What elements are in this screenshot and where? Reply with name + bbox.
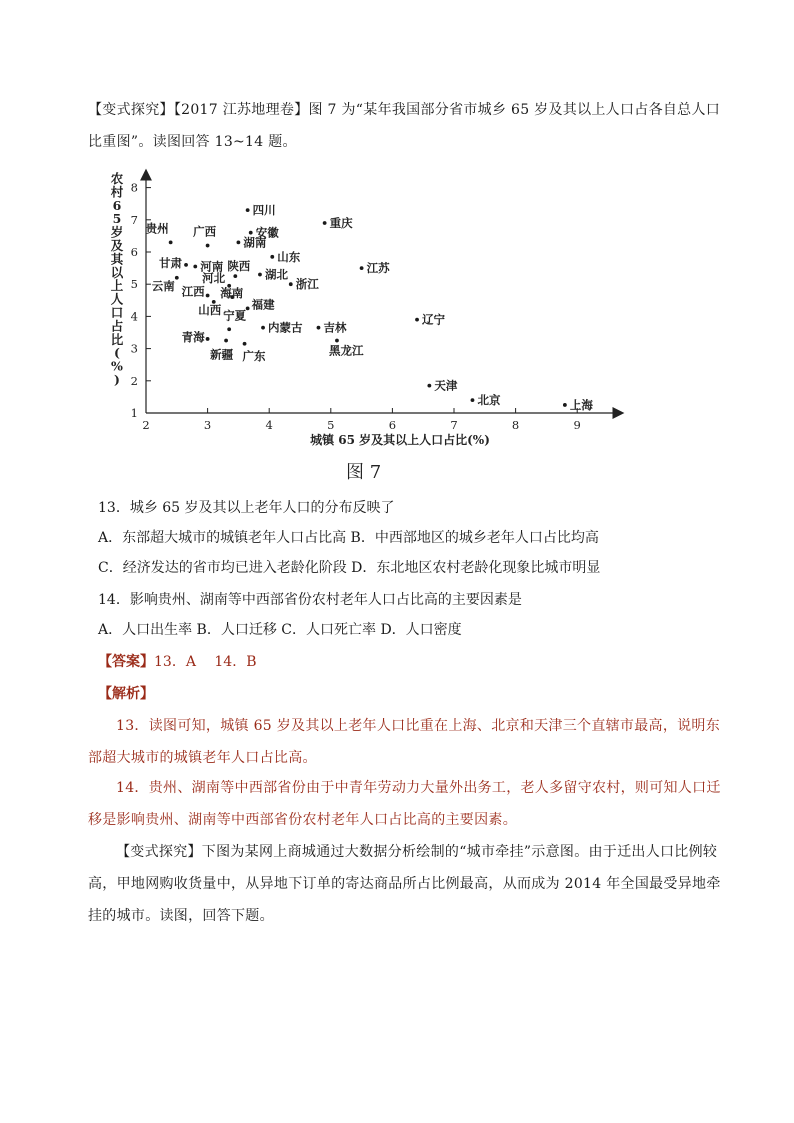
point-label: 宁夏 [223,308,247,323]
x-tick-label: 8 [511,418,520,432]
scatter-point [175,276,179,280]
point-label: 黑龙江 [328,343,364,358]
scatter-point [224,339,228,343]
point-label: 河南 [200,259,224,274]
scatter-point [415,318,419,322]
point-label: 青海 [181,329,205,344]
scatter-point [206,244,210,248]
point-label: 海南 [220,286,244,301]
figure-caption: 图 7 [346,462,382,483]
point-label: 江西 [181,284,205,299]
point-label: 内蒙古 [268,320,303,335]
q13-stem: 13．城乡 65 岁及其以上老年人口的分布反映了 [98,500,395,516]
point-label: 广东 [242,348,266,363]
y-tick-label: 3 [130,341,138,356]
point-label: 福建 [251,297,275,312]
scatter-point [249,231,253,235]
point-label: 天津 [434,378,458,393]
scatter-point [246,306,250,310]
point-label: 云南 [151,278,175,293]
q13-options-cd: C．经济发达的省市均已进入老龄化阶段 D．东北地区农村老龄化现象比城市明显 [98,560,601,576]
scatter-point [169,240,173,244]
x-tick-label: 6 [388,418,397,432]
point-label: 上海 [569,397,593,412]
y-tick-label: 1 [130,406,138,420]
intro-source: 【2017 江苏地理卷】 [173,102,309,118]
y-axis-label: 农村 6 5 岁及其以上人口占比( % ) [110,171,124,387]
intro-tag: 【变式探究】 [88,102,174,118]
intro-text: 图 7 为“某年我国部分省市城乡 65 岁及其以上人口占各自总人口比重图”。读图回答 13~14 题。 [88,102,721,150]
next-exercise-paragraph: 【变式探究】下图为某网上商城通过大数据分析绘制的“城市牵挂”示意图。由于迁出人口比例较高，甲地网购收货量中，从异地下订单的寄达商品所占比例最高，从而成为 2014 年全国最受异地牵挂的城市。读图，回答下题。 [88,844,721,924]
point-label: 浙江 [295,277,319,292]
scatter-point [427,384,431,388]
intro-paragraph [88,94,728,158]
scatter-point [360,266,364,270]
scatter-point [289,282,293,286]
answer-text: 13．A 14．B [154,654,257,670]
scatter-point [237,240,241,244]
y-tick-label: 7 [130,212,138,227]
point-label: 陕西 [227,259,251,274]
point-label: 湖北 [264,267,288,282]
x-tick-label: 9 [573,418,581,432]
x-tick-label: 4 [265,418,273,432]
x-tick-label: 2 [142,418,150,432]
point-label: 广西 [193,224,217,239]
answer-line [98,652,256,672]
point-label: 吉林 [323,320,347,335]
scatter-point [270,255,274,259]
point-label: 河北 [202,270,226,285]
y-tick-label: 2 [130,373,138,388]
x-tick-label: 7 [450,418,458,432]
scatter-point [471,398,475,402]
point-label: 辽宁 [422,312,446,327]
scatter-point [246,208,250,212]
scatter-point [563,403,567,407]
point-label: 四川 [252,203,276,218]
analysis-14: 14．贵州、湖南等中西部省份由于中青年劳动力大量外出务工，老人多留守农村，则可知人口迁移是影响贵州、湖南等中西部省份农村老年人口占比高的主要因素。 [88,780,721,828]
scatter-chart [100,165,630,453]
q14-stem: 14．影响贵州、湖南等中西部省份农村老年人口占比高的主要因素是 [98,592,522,608]
point-label: 江苏 [366,261,390,276]
point-label: 山东 [277,249,301,264]
scatter-point [258,273,262,277]
x-tick-label: 5 [327,418,335,432]
scatter-point [233,274,237,278]
x-axis-label: 城镇 65 岁及其以上人口占比(%) [310,433,490,447]
y-tick-label: 5 [130,277,138,292]
analysis-tag: 【解析】 [98,686,154,702]
q14-options: A．人口出生率 B．人口迁移 C．人口死亡率 D．人口密度 [98,622,462,638]
point-label: 湖南 [243,235,267,250]
y-tick-label: 8 [130,180,138,195]
analysis-13: 13．读图可知，城镇 65 岁及其以上老年人口比重在上海、北京和天津三个直辖市最高，说明东部超大城市的城镇老年人口占比高。 [88,718,721,766]
scatter-point [206,294,210,298]
q13-options-ab: A．东部超大城市的城镇老年人口占比高 B．中西部地区的城乡老年人口占比均高 [98,530,599,546]
point-label: 甘肃 [159,255,183,270]
x-tick-label: 3 [203,418,212,432]
point-label: 安徽 [255,225,279,240]
point-label: 贵州 [145,221,169,236]
scatter-point [243,342,247,346]
point-label: 北京 [477,393,501,408]
scatter-point [335,339,339,343]
y-tick-label: 4 [130,309,138,324]
point-label: 重庆 [329,216,353,231]
answer-tag: 【答案】 [98,654,154,670]
point-label: 山西 [198,302,222,317]
scatter-point [193,265,197,269]
scatter-point [323,221,327,225]
scatter-point [206,337,210,341]
scatter-point [184,263,188,267]
scatter-point [261,326,265,330]
scatter-point [317,326,321,330]
scatter-point [227,327,231,331]
y-tick-label: 6 [130,245,138,259]
point-label: 新疆 [210,347,234,362]
